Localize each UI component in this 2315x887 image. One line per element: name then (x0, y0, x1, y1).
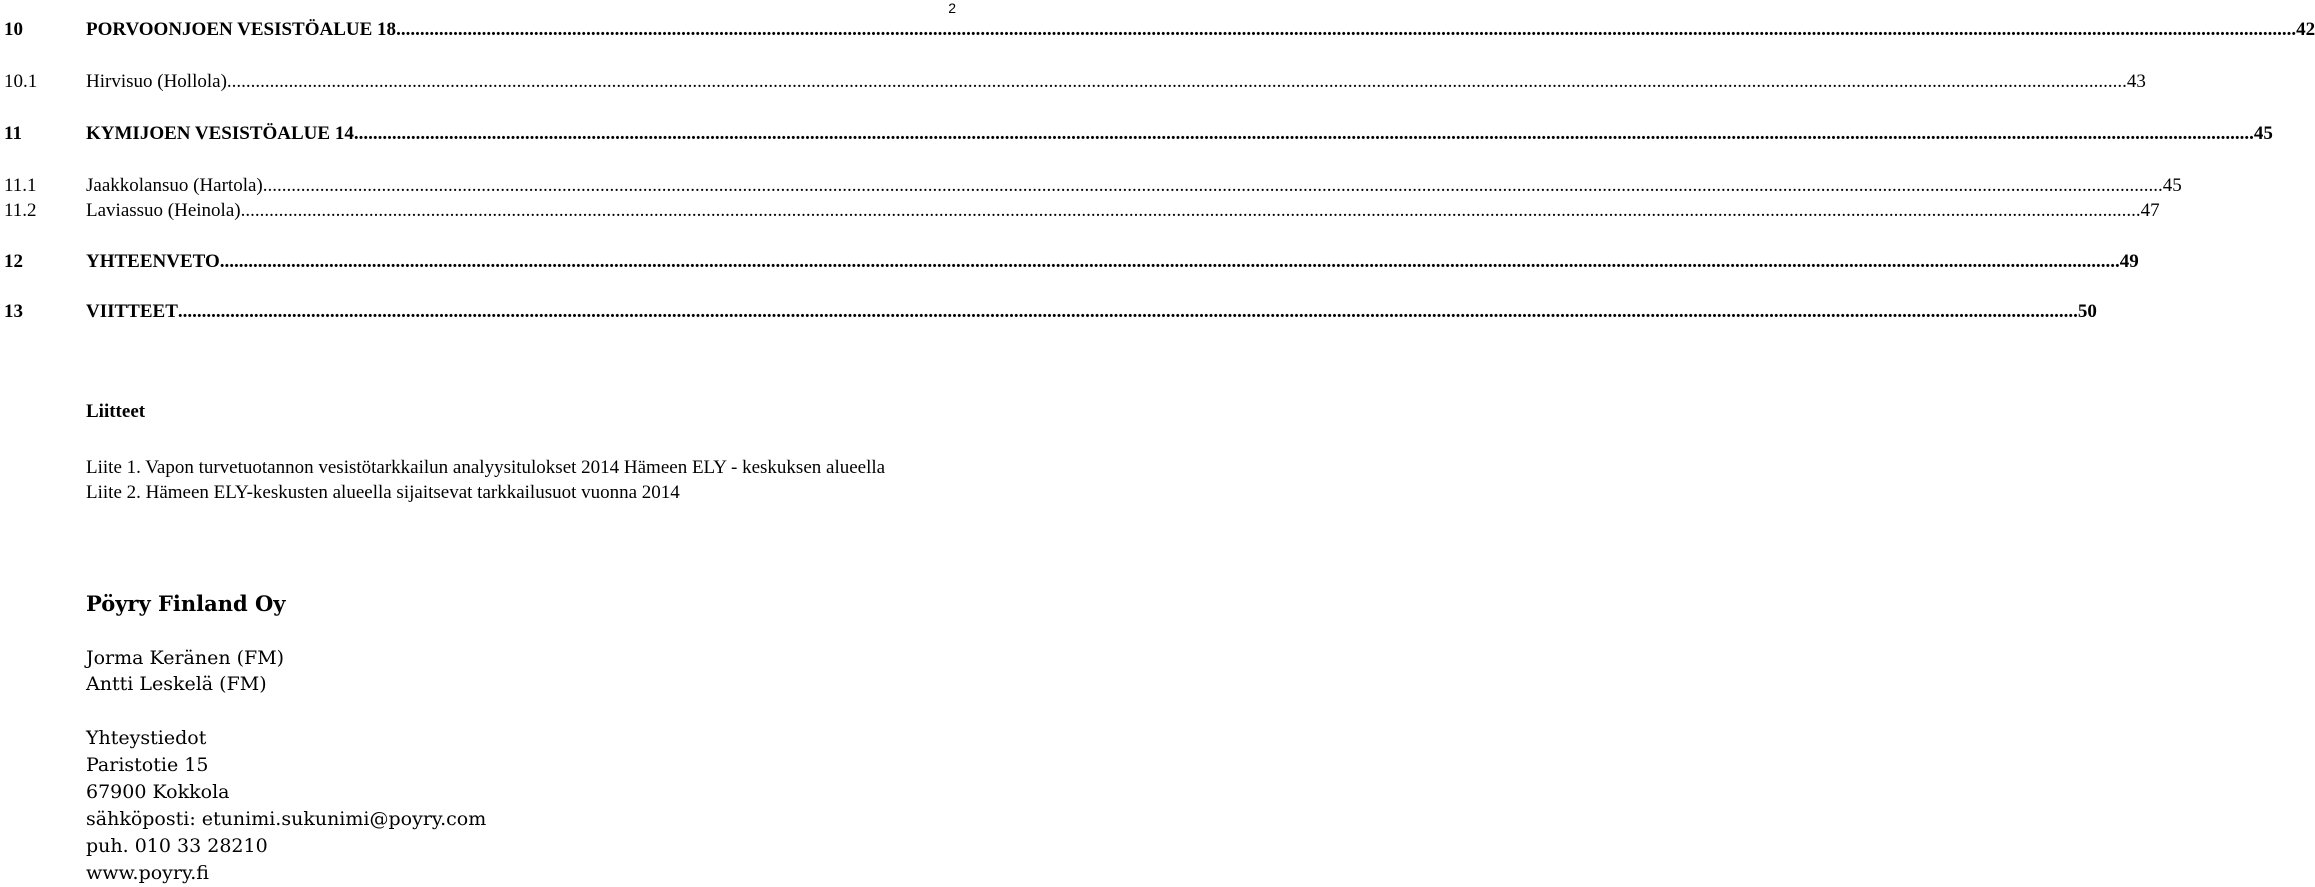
toc-leader: ................................................................................................................................................................................................................................................................................................................................................................................................................ (240, 200, 2141, 221)
toc-row[interactable] (4, 300, 2097, 324)
toc-row[interactable] (4, 70, 2146, 94)
toc-number: 11 (4, 123, 22, 144)
toc-row[interactable] (4, 250, 2139, 274)
author-name: Jorma Keränen (FM) (86, 647, 285, 669)
toc-title: YHTEENVETO (86, 251, 220, 272)
toc-page: 45 (2253, 123, 2273, 144)
annexes-heading: Liitteet (86, 401, 146, 422)
toc-title: PORVOONJOEN VESISTÖALUE 18 (86, 19, 397, 40)
author-name: Antti Leskelä (FM) (86, 673, 267, 695)
annex-item: Liite 1. Vapon turvetuotannon vesistötarkkailun analyysitulokset 2014 Hämeen ELY - keskuksen alueella (86, 457, 886, 478)
contact-email[interactable]: sähköposti: etunimi.sukunimi@poyry.com (86, 808, 487, 830)
contact-web[interactable]: www.poyry.fi (86, 862, 209, 884)
toc-title: Jaakkolansuo (Hartola) (86, 175, 263, 196)
toc-page: 43 (2126, 71, 2146, 92)
toc-number: 11.2 (4, 200, 37, 221)
contact-phone: puh. 010 33 28210 (86, 835, 268, 857)
toc-page: 47 (2140, 200, 2160, 221)
toc-row[interactable] (4, 199, 2160, 223)
toc-page: 49 (2119, 251, 2139, 272)
toc-leader: ................................................................................................................................................................................................................................................................................................................................................................................................................ (177, 301, 2078, 322)
page-number: 2 (948, 0, 956, 16)
toc-title: Hirvisuo (Hollola) (86, 71, 227, 92)
toc-title: Laviassuo (Heinola) (86, 200, 241, 221)
toc-row[interactable] (4, 18, 2315, 42)
contact-info (86, 725, 486, 887)
toc-title: KYMIJOEN VESISTÖALUE 14 (86, 123, 354, 144)
toc-row[interactable] (4, 174, 2182, 198)
toc-leader: ................................................................................................................................................................................................................................................................................................................................................................................................................ (353, 123, 2254, 144)
toc-number: 12 (4, 251, 23, 272)
contact-postal: 67900 Kokkola (86, 781, 230, 803)
authors (86, 645, 284, 697)
toc-page: 45 (2162, 175, 2182, 196)
toc-page: 50 (2077, 301, 2097, 322)
toc-page: 42 (2296, 19, 2315, 40)
toc-row[interactable] (4, 122, 2273, 146)
toc-number: 10 (4, 19, 23, 40)
contact-heading: Yhteystiedot (86, 727, 207, 749)
annex-item: Liite 2. Hämeen ELY-keskusten alueella sijaitsevat tarkkailusuot vuonna 2014 (86, 482, 680, 503)
toc-leader: ................................................................................................................................................................................................................................................................................................................................................................................................................ (396, 19, 2297, 40)
toc-number: 10.1 (4, 71, 38, 92)
toc-leader: ................................................................................................................................................................................................................................................................................................................................................................................................................ (262, 175, 2163, 196)
annexes-list (86, 455, 946, 505)
toc-number: 11.1 (4, 175, 37, 196)
company-name: Pöyry Finland Oy (86, 591, 286, 616)
toc-leader: ................................................................................................................................................................................................................................................................................................................................................................................................................ (226, 71, 2127, 92)
contact-street: Paristotie 15 (86, 754, 209, 776)
toc-number: 13 (4, 301, 23, 322)
toc-leader: ................................................................................................................................................................................................................................................................................................................................................................................................................ (219, 251, 2120, 272)
toc-title: VIITTEET (86, 301, 178, 322)
